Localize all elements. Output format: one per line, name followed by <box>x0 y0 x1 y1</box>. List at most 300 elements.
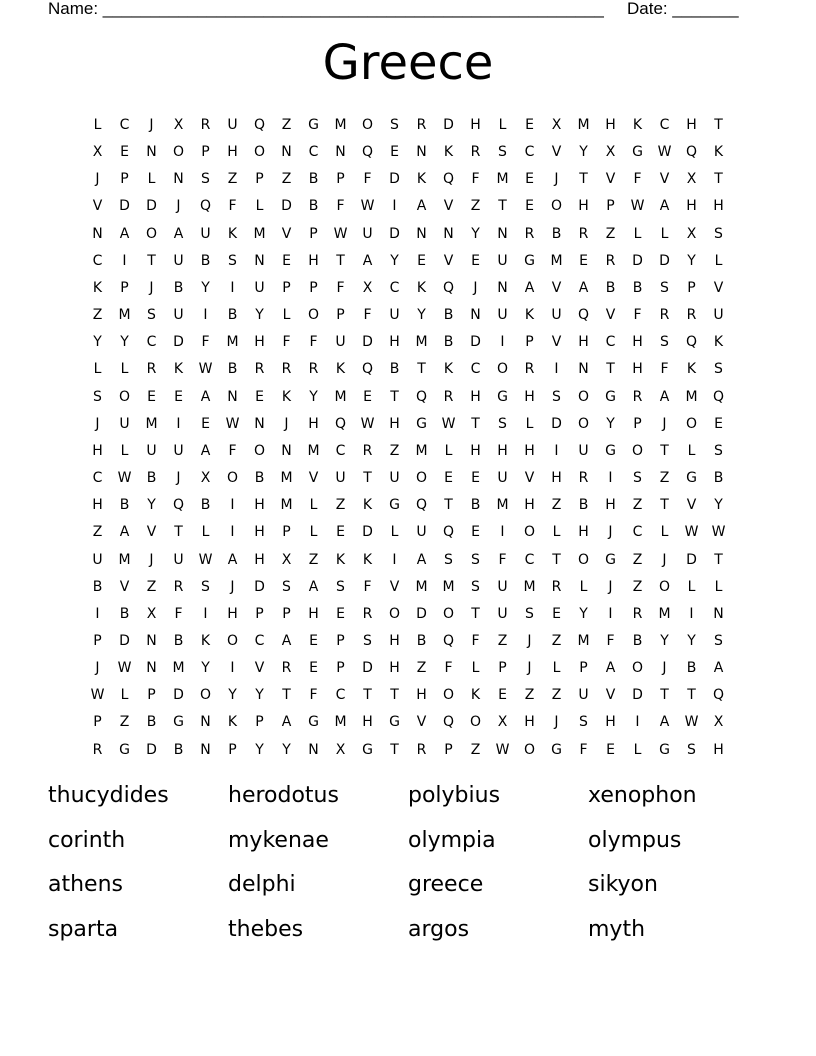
grid-letter: P <box>201 144 210 161</box>
grid-letter: E <box>579 252 588 269</box>
grid-letter: D <box>632 252 643 269</box>
grid-letter: G <box>308 714 319 731</box>
grid-letter: V <box>551 279 562 296</box>
grid-letter: E <box>282 252 291 269</box>
grid-letter: H <box>308 605 319 622</box>
grid-letter: D <box>416 605 427 622</box>
grid-letter: S <box>390 117 399 133</box>
grid-letter: V <box>119 578 130 595</box>
grid-letter: U <box>200 225 211 242</box>
grid-letter: L <box>633 741 642 758</box>
grid-letter: G <box>497 388 508 405</box>
grid-letter: V <box>524 470 535 487</box>
grid-letter: B <box>416 632 427 649</box>
grid-letter: V <box>389 578 400 595</box>
grid-letter: P <box>336 632 345 649</box>
grid-letter: Z <box>470 741 481 758</box>
grid-letter: B <box>119 605 130 622</box>
grid-letter: S <box>552 388 561 405</box>
grid-letter: Y <box>93 334 102 351</box>
grid-letter: E <box>336 524 345 541</box>
grid-letter: Q <box>577 307 590 324</box>
grid-letter: D <box>686 551 697 568</box>
grid-letter: V <box>659 171 670 188</box>
grid-letter: B <box>470 497 481 514</box>
grid-letter: I <box>554 442 559 459</box>
grid-letter: J <box>284 415 289 432</box>
grid-letter: H <box>389 334 400 351</box>
grid-letter: A <box>281 632 292 649</box>
grid-letter: R <box>578 470 589 487</box>
grid-letter: G <box>308 117 319 133</box>
header <box>48 0 748 21</box>
grid-letter: N <box>416 225 427 242</box>
grid-letter: S <box>660 279 669 296</box>
grid-letter: O <box>388 605 401 622</box>
grid-letter: F <box>498 551 507 568</box>
grid-letter: R <box>146 361 157 378</box>
grid-letter: P <box>282 524 291 541</box>
grid-letter: H <box>524 497 535 514</box>
grid-letter: P <box>606 198 615 215</box>
word-list-item: corinth <box>48 827 126 853</box>
grid-letter: D <box>173 687 184 704</box>
word-list-item: olympus <box>588 827 682 853</box>
grid-letter: M <box>442 578 455 595</box>
grid-letter: Q <box>415 388 428 405</box>
grid-letter: T <box>390 741 399 758</box>
grid-letter: R <box>551 578 562 595</box>
grid-letter: G <box>524 252 535 269</box>
grid-letter: F <box>228 198 237 215</box>
grid-letter: S <box>660 334 669 351</box>
grid-letter: Z <box>551 687 562 704</box>
grid-letter: J <box>527 660 532 677</box>
grid-letter: J <box>95 415 100 432</box>
grid-letter: N <box>200 741 211 758</box>
grid-letter: K <box>281 388 292 405</box>
grid-letter: X <box>335 741 346 758</box>
grid-letter: F <box>201 334 210 351</box>
grid-letter: L <box>552 660 561 677</box>
grid-letter: F <box>633 307 642 324</box>
grid-letter: K <box>416 171 427 188</box>
grid-letter: R <box>308 361 319 378</box>
grid-letter: Z <box>470 198 481 215</box>
grid-letter: R <box>524 225 535 242</box>
grid-letter: R <box>605 252 616 269</box>
date-field-label: Date: _______ <box>627 0 739 18</box>
grid-letter: J <box>176 198 181 215</box>
grid-letter: W <box>684 524 699 541</box>
grid-letter: I <box>203 307 208 324</box>
grid-letter: H <box>551 470 562 487</box>
grid-letter: H <box>92 497 103 514</box>
word-list-item: olympia <box>408 827 496 853</box>
grid-letter: B <box>173 741 184 758</box>
grid-letter: X <box>362 279 373 296</box>
grid-letter: L <box>552 524 561 541</box>
grid-letter: N <box>254 252 265 269</box>
grid-letter: J <box>149 117 154 133</box>
grid-letter: G <box>605 551 616 568</box>
grid-letter: U <box>497 578 508 595</box>
grid-letter: T <box>363 687 372 704</box>
grid-letter: X <box>605 144 616 161</box>
grid-letter: M <box>307 442 320 459</box>
grid-letter: M <box>496 171 509 188</box>
grid-letter: N <box>173 171 184 188</box>
grid-letter: O <box>685 415 698 432</box>
grid-letter: T <box>606 361 615 378</box>
grid-letter: L <box>579 578 588 595</box>
grid-letter: O <box>172 144 185 161</box>
grid-letter: Q <box>685 144 698 161</box>
grid-letter: Y <box>390 252 399 269</box>
grid-letter: H <box>470 117 481 133</box>
grid-letter: H <box>524 714 535 731</box>
grid-letter: Z <box>146 578 157 595</box>
grid-letter: Y <box>579 605 588 622</box>
grid-letter: C <box>335 687 346 704</box>
grid-letter: K <box>443 144 454 161</box>
grid-letter: Q <box>442 279 455 296</box>
grid-letter: U <box>389 307 400 324</box>
grid-letter: E <box>471 524 480 541</box>
grid-letter: B <box>173 632 184 649</box>
grid-letter: P <box>255 171 264 188</box>
grid-letter: N <box>578 361 589 378</box>
grid-letter: M <box>334 714 347 731</box>
grid-letter: Z <box>389 442 400 459</box>
grid-letter: I <box>122 252 127 269</box>
grid-letter: Q <box>442 714 455 731</box>
grid-letter: O <box>226 632 239 649</box>
grid-letter: K <box>686 361 697 378</box>
grid-letter: Z <box>416 660 427 677</box>
grid-letter: M <box>334 388 347 405</box>
grid-letter: W <box>198 361 213 378</box>
grid-letter: O <box>253 442 266 459</box>
grid-letter: B <box>443 307 454 324</box>
grid-letter: D <box>146 741 157 758</box>
grid-letter: M <box>118 551 131 568</box>
grid-letter: R <box>254 361 265 378</box>
grid-letter: L <box>714 578 723 595</box>
grid-letter: M <box>658 605 671 622</box>
grid-letter: K <box>443 361 454 378</box>
grid-letter: H <box>578 334 589 351</box>
grid-letter: Z <box>551 497 562 514</box>
grid-letter: F <box>309 334 318 351</box>
grid-letter: E <box>309 660 318 677</box>
grid-letter: R <box>578 225 589 242</box>
grid-letter: L <box>201 524 210 541</box>
grid-letter: O <box>577 388 590 405</box>
grid-letter: N <box>146 632 157 649</box>
page-title: Greece <box>322 35 494 91</box>
grid-letter: Z <box>92 307 103 324</box>
grid-letter: Y <box>417 307 426 324</box>
grid-letter: S <box>579 714 588 731</box>
grid-letter: F <box>471 171 480 188</box>
grid-letter: J <box>662 415 667 432</box>
grid-letter: K <box>92 279 103 296</box>
grid-letter: H <box>254 334 265 351</box>
grid-letter: M <box>523 578 536 595</box>
grid-letter: Y <box>120 334 129 351</box>
grid-letter: D <box>470 334 481 351</box>
grid-letter: A <box>173 225 184 242</box>
grid-letter: R <box>659 307 670 324</box>
grid-letter: S <box>282 578 291 595</box>
grid-letter: P <box>309 225 318 242</box>
grid-letter: D <box>362 334 373 351</box>
grid-letter: H <box>227 605 238 622</box>
grid-letter: D <box>119 198 130 215</box>
word-list-item: polybius <box>408 783 501 808</box>
grid-letter: H <box>686 117 697 133</box>
grid-letter: Y <box>687 252 696 269</box>
grid-letter: K <box>470 687 481 704</box>
grid-letter: W <box>684 714 699 731</box>
grid-letter: V <box>713 279 724 296</box>
grid-letter: T <box>660 442 669 459</box>
grid-letter: O <box>469 714 482 731</box>
grid-letter: A <box>200 388 211 405</box>
grid-letter: D <box>146 198 157 215</box>
grid-letter: U <box>227 117 238 133</box>
grid-letter: O <box>658 578 671 595</box>
grid-letter: Y <box>606 415 615 432</box>
grid-letter: F <box>336 198 345 215</box>
grid-letter: L <box>120 361 129 378</box>
grid-letter: Y <box>714 497 723 514</box>
grid-letter: Y <box>228 687 237 704</box>
grid-letter: E <box>471 252 480 269</box>
grid-letter: F <box>363 307 372 324</box>
grid-letter: F <box>363 578 372 595</box>
grid-letter: G <box>173 714 184 731</box>
grid-letter: B <box>173 279 184 296</box>
grid-letter: Q <box>442 632 455 649</box>
grid-letter: O <box>199 687 212 704</box>
grid-letter: E <box>255 388 264 405</box>
grid-letter: C <box>659 117 670 133</box>
grid-letter: E <box>174 388 183 405</box>
grid-letter: J <box>149 279 154 296</box>
grid-letter: G <box>551 741 562 758</box>
grid-letter: N <box>281 144 292 161</box>
grid-letter: D <box>119 632 130 649</box>
grid-letter: T <box>579 171 588 188</box>
grid-letter: V <box>686 497 697 514</box>
grid-letter: E <box>336 605 345 622</box>
grid-letter: Q <box>712 388 725 405</box>
grid-letter: Z <box>281 117 292 133</box>
grid-letter: E <box>390 144 399 161</box>
grid-letter: G <box>389 714 400 731</box>
grid-letter: M <box>415 442 428 459</box>
grid-letter: J <box>527 632 532 649</box>
grid-letter: B <box>389 361 400 378</box>
grid-letter: L <box>660 225 669 242</box>
grid-letter: T <box>147 252 156 269</box>
grid-letter: G <box>632 144 643 161</box>
grid-letter: S <box>714 225 723 242</box>
grid-letter: Y <box>147 497 156 514</box>
grid-letter: I <box>392 198 397 215</box>
grid-letter: L <box>687 442 696 459</box>
grid-letter: R <box>281 660 292 677</box>
word-list-item: myth <box>588 916 646 942</box>
grid-letter: K <box>362 497 373 514</box>
grid-letter: W <box>495 741 510 758</box>
grid-letter: B <box>200 252 211 269</box>
grid-letter: E <box>147 388 156 405</box>
grid-letter: M <box>253 225 266 242</box>
grid-letter: E <box>552 605 561 622</box>
grid-letter: U <box>578 687 589 704</box>
grid-letter: X <box>92 144 103 161</box>
grid-letter: F <box>228 442 237 459</box>
grid-letter: T <box>363 470 372 487</box>
grid-letter: T <box>660 497 669 514</box>
grid-letter: W <box>225 415 240 432</box>
grid-letter: R <box>416 117 427 133</box>
grid-letter: M <box>550 252 563 269</box>
grid-letter: R <box>416 741 427 758</box>
grid-letter: B <box>308 198 319 215</box>
grid-letter: O <box>226 470 239 487</box>
word-list-item: herodotus <box>228 783 339 808</box>
grid-letter: H <box>605 714 616 731</box>
grid-letter: I <box>230 497 235 514</box>
grid-letter: Y <box>255 741 264 758</box>
grid-letter: B <box>308 171 319 188</box>
grid-letter: T <box>390 687 399 704</box>
grid-letter: N <box>227 388 238 405</box>
grid-letter: C <box>632 524 643 541</box>
grid-letter: Z <box>605 225 616 242</box>
grid-letter: P <box>309 279 318 296</box>
grid-letter: W <box>360 415 375 432</box>
grid-letter: I <box>635 714 640 731</box>
grid-letter: Q <box>361 144 374 161</box>
grid-letter: G <box>659 741 670 758</box>
grid-letter: M <box>280 470 293 487</box>
grid-letter: I <box>203 605 208 622</box>
grid-letter: D <box>659 252 670 269</box>
grid-letter: X <box>713 714 724 731</box>
grid-letter: C <box>524 551 535 568</box>
grid-letter: P <box>120 279 129 296</box>
grid-letter: A <box>659 388 670 405</box>
grid-letter: H <box>389 660 400 677</box>
grid-letter: A <box>605 660 616 677</box>
grid-letter: O <box>442 605 455 622</box>
grid-letter: Y <box>201 660 210 677</box>
grid-letter: O <box>496 361 509 378</box>
grid-letter: H <box>308 415 319 432</box>
grid-letter: J <box>608 578 613 595</box>
grid-letter: F <box>174 605 183 622</box>
grid-letter: L <box>498 117 507 133</box>
grid-letter: K <box>227 225 238 242</box>
grid-letter: F <box>660 361 669 378</box>
grid-letter: C <box>389 279 400 296</box>
grid-letter: S <box>228 252 237 269</box>
grid-letter: E <box>471 470 480 487</box>
grid-letter: X <box>146 605 157 622</box>
grid-letter: M <box>577 117 590 133</box>
grid-letter: P <box>336 660 345 677</box>
grid-letter: P <box>120 171 129 188</box>
grid-letter: O <box>118 388 131 405</box>
grid-letter: K <box>200 632 211 649</box>
grid-letter: E <box>525 171 534 188</box>
grid-letter: R <box>362 605 373 622</box>
grid-letter: G <box>119 741 130 758</box>
grid-letter: K <box>416 279 427 296</box>
grid-letter: Q <box>199 198 212 215</box>
grid-letter: S <box>201 578 210 595</box>
grid-letter: W <box>657 144 672 161</box>
grid-letter: N <box>254 415 265 432</box>
grid-letter: H <box>632 361 643 378</box>
grid-letter: U <box>335 334 346 351</box>
grid-letter: O <box>577 551 590 568</box>
grid-letter: K <box>524 307 535 324</box>
grid-letter: D <box>281 198 292 215</box>
grid-letter: A <box>659 198 670 215</box>
grid-letter: H <box>605 117 616 133</box>
grid-letter: E <box>444 470 453 487</box>
grid-letter: B <box>551 225 562 242</box>
grid-letter: L <box>309 524 318 541</box>
grid-letter: S <box>498 144 507 161</box>
grid-letter: Q <box>415 497 428 514</box>
grid-letter: U <box>713 307 724 324</box>
grid-letter: D <box>551 415 562 432</box>
grid-letter: B <box>227 361 238 378</box>
grid-letter: R <box>362 442 373 459</box>
grid-letter: B <box>632 632 643 649</box>
grid-letter: W <box>198 551 213 568</box>
grid-letter: F <box>309 687 318 704</box>
grid-letter: I <box>608 470 613 487</box>
grid-letter: O <box>442 687 455 704</box>
grid-letter: X <box>497 714 508 731</box>
grid-letter: Y <box>255 687 264 704</box>
grid-letter: K <box>632 117 643 133</box>
grid-letter: L <box>120 442 129 459</box>
grid-letter: N <box>281 442 292 459</box>
grid-letter: O <box>253 144 266 161</box>
grid-letter: J <box>554 171 559 188</box>
grid-letter: T <box>498 198 507 215</box>
grid-letter: N <box>308 741 319 758</box>
grid-letter: M <box>685 388 698 405</box>
grid-letter: P <box>444 741 453 758</box>
grid-letter: Z <box>551 632 562 649</box>
grid-letter: N <box>416 144 427 161</box>
grid-letter: U <box>497 307 508 324</box>
grid-letter: A <box>362 252 373 269</box>
grid-letter: E <box>525 198 534 215</box>
grid-letter: V <box>443 252 454 269</box>
grid-letter: H <box>254 551 265 568</box>
